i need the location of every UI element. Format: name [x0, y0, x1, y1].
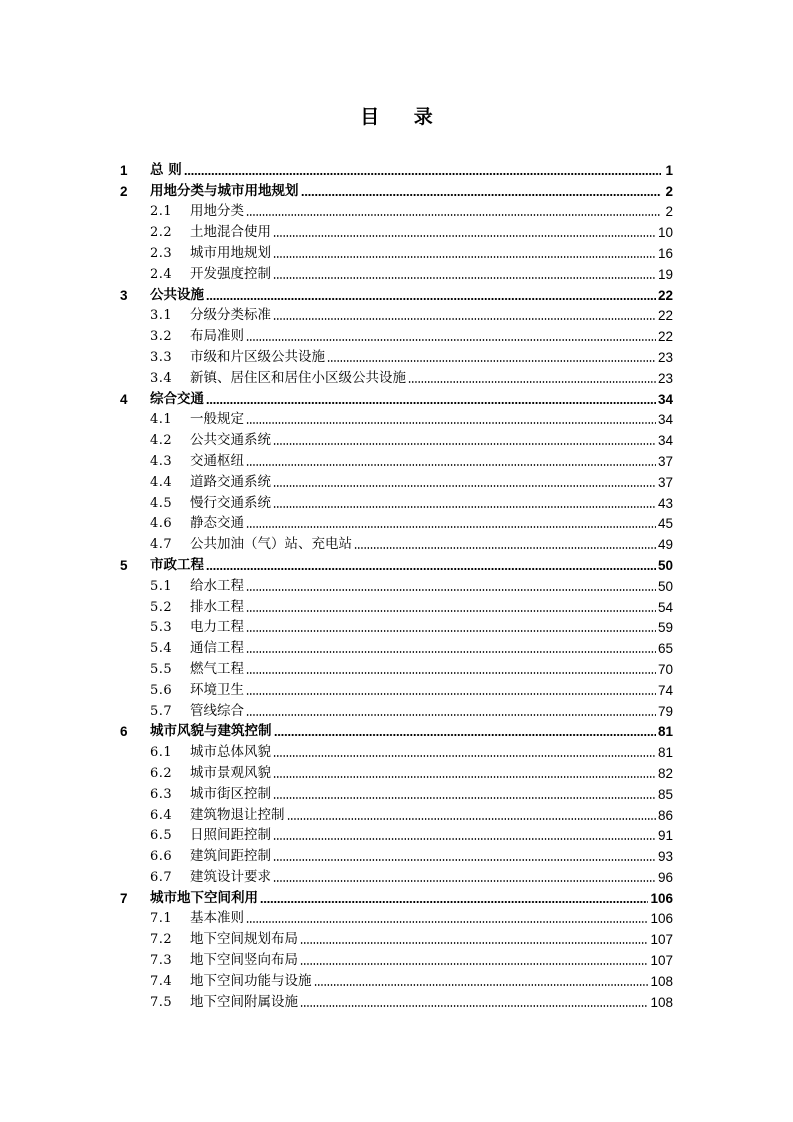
toc-entry-page: 70 — [657, 661, 673, 677]
toc-leader-dots — [246, 630, 656, 632]
toc-leader-dots — [206, 402, 656, 404]
toc-entry-label: 燃气工程 — [190, 660, 244, 677]
toc-entry-page: 96 — [657, 869, 673, 885]
toc-entry-number: 6.7 — [150, 869, 173, 885]
toc-entry-label: 排水工程 — [190, 598, 244, 615]
toc-entry-label: 城市风貌与建筑控制 — [150, 723, 272, 740]
toc-entry-page: 23 — [657, 370, 673, 386]
toc-leader-dots — [273, 776, 656, 778]
toc-entry-number: 5.1 — [150, 578, 173, 594]
toc-entry-number: 4.1 — [150, 412, 173, 428]
toc-entry-number: 7.3 — [150, 953, 173, 969]
toc-section-entry[interactable] — [118, 573, 673, 594]
toc-chapter-entry[interactable] — [118, 719, 673, 740]
toc-entry-page: 50 — [657, 578, 673, 594]
toc-section-entry[interactable] — [118, 219, 673, 240]
toc-entry-page: 86 — [657, 807, 673, 823]
toc-entry-number: 5.7 — [150, 703, 173, 719]
toc-leader-dots — [274, 734, 656, 736]
toc-entry-page: 79 — [657, 703, 673, 719]
toc-section-entry[interactable] — [118, 427, 673, 448]
toc-entry-page: 107 — [650, 932, 673, 948]
toc-entry-number: 4.3 — [150, 453, 173, 469]
toc-entry-page: 34 — [657, 433, 673, 449]
toc-entry-label: 一般规定 — [190, 411, 244, 428]
toc-chapter-entry[interactable] — [118, 178, 673, 199]
toc-section-entry[interactable] — [118, 677, 673, 698]
toc-chapter-entry[interactable] — [118, 157, 673, 178]
toc-entry-page: 85 — [657, 786, 673, 802]
toc-chapter-entry[interactable] — [118, 552, 673, 573]
toc-leader-dots — [273, 318, 656, 320]
toc-entry-page: 54 — [657, 599, 673, 615]
toc-leader-dots — [354, 547, 656, 549]
toc-entry-page: 49 — [657, 537, 673, 553]
toc-entry-label: 给水工程 — [190, 577, 244, 594]
toc-section-entry[interactable] — [118, 989, 673, 1010]
toc-entry-number: 7.1 — [150, 911, 173, 927]
toc-section-entry[interactable] — [118, 323, 673, 344]
toc-entry-number: 3.1 — [150, 308, 173, 324]
toc-entry-label: 分级分类标准 — [190, 307, 271, 324]
toc-entry-label: 公共加油（气）站、充电站 — [190, 536, 352, 553]
toc-entry-label: 新镇、居住区和居住小区级公共设施 — [190, 369, 406, 386]
toc-leader-dots — [301, 194, 662, 196]
toc-section-entry[interactable] — [118, 490, 673, 511]
toc-entry-page: 91 — [657, 828, 673, 844]
toc-entry-number: 5.5 — [150, 661, 173, 677]
toc-entry-page: 106 — [650, 890, 673, 906]
toc-leader-dots — [246, 672, 656, 674]
toc-leader-dots — [246, 422, 656, 424]
toc-entry-page: 37 — [657, 453, 673, 469]
toc-entry-label: 地下空间竖向布局 — [190, 952, 298, 969]
toc-entry-page: 50 — [657, 557, 673, 573]
toc-section-entry[interactable] — [118, 760, 673, 781]
toc-entry-page: 22 — [657, 287, 673, 303]
toc-entry-label: 总 则 — [150, 161, 182, 178]
toc-entry-label: 用地分类与城市用地规划 — [150, 182, 299, 199]
toc-entry-number: 2.2 — [150, 225, 173, 241]
toc-section-entry[interactable] — [118, 968, 673, 989]
toc-entry-number: 4.7 — [150, 537, 173, 553]
toc-section-entry[interactable] — [118, 407, 673, 428]
toc-entry-label: 城市用地规划 — [190, 244, 271, 261]
toc-entry-label: 城市地下空间利用 — [150, 889, 258, 906]
toc-entry-page: 37 — [657, 474, 673, 490]
toc-entry-number: 5.6 — [150, 682, 173, 698]
toc-leader-dots — [246, 714, 656, 716]
toc-entry-page: 16 — [657, 245, 673, 261]
toc-entry-page: 74 — [657, 682, 673, 698]
toc-section-entry[interactable] — [118, 199, 673, 220]
toc-leader-dots — [206, 298, 656, 300]
toc-entry-label: 建筑物退让控制 — [190, 806, 285, 823]
toc-entry-label: 市级和片区级公共设施 — [190, 348, 325, 365]
table-of-contents — [118, 157, 673, 1010]
toc-entry-number: 5.4 — [150, 641, 173, 657]
toc-entry-label: 日照间距控制 — [190, 827, 271, 844]
toc-entry-label: 环境卫生 — [190, 681, 244, 698]
toc-entry-page: 2 — [665, 183, 673, 199]
toc-section-entry[interactable] — [118, 344, 673, 365]
toc-leader-dots — [273, 256, 656, 258]
toc-entry-number: 3 — [120, 287, 128, 303]
toc-entry-number: 6.5 — [150, 828, 173, 844]
toc-leader-dots — [314, 984, 649, 986]
toc-entry-page: 19 — [657, 266, 673, 282]
toc-leader-dots — [273, 235, 656, 237]
toc-section-entry[interactable] — [118, 906, 673, 927]
toc-leader-dots — [273, 443, 656, 445]
toc-entry-number: 6.2 — [150, 765, 173, 781]
toc-entry-page: 45 — [657, 516, 673, 532]
toc-section-entry[interactable] — [118, 615, 673, 636]
toc-entry-number: 7.2 — [150, 932, 173, 948]
toc-entry-number: 6.6 — [150, 849, 173, 865]
toc-entry-page: 108 — [650, 973, 673, 989]
toc-leader-dots — [300, 963, 648, 965]
toc-entry-number: 7.4 — [150, 973, 173, 989]
toc-entry-number: 5 — [120, 557, 128, 573]
toc-entry-number: 4.2 — [150, 433, 173, 449]
toc-entry-number: 3.2 — [150, 329, 173, 345]
toc-section-entry[interactable] — [118, 947, 673, 968]
toc-entry-label: 城市景观风貌 — [190, 764, 271, 781]
toc-entry-number: 4.5 — [150, 495, 173, 511]
toc-entry-page: 1 — [665, 162, 673, 178]
toc-section-entry[interactable] — [118, 739, 673, 760]
toc-entry-number: 4.6 — [150, 516, 173, 532]
toc-entry-label: 通信工程 — [190, 640, 244, 657]
toc-leader-dots — [246, 589, 656, 591]
toc-entry-number: 6.1 — [150, 745, 173, 761]
toc-entry-label: 地下空间规划布局 — [190, 931, 298, 948]
toc-entry-page: 107 — [650, 953, 673, 969]
toc-entry-number: 4 — [120, 391, 128, 407]
toc-entry-page: 81 — [657, 745, 673, 761]
toc-entry-page: 10 — [657, 225, 673, 241]
toc-leader-dots — [246, 693, 656, 695]
toc-leader-dots — [184, 173, 661, 175]
toc-entry-label: 建筑设计要求 — [190, 868, 271, 885]
toc-entry-label: 地下空间附属设施 — [190, 993, 298, 1010]
toc-leader-dots — [246, 651, 656, 653]
toc-entry-label: 市政工程 — [150, 556, 204, 573]
toc-leader-dots — [206, 568, 656, 570]
toc-section-entry[interactable] — [118, 365, 673, 386]
toc-entry-label: 地下空间功能与设施 — [190, 972, 312, 989]
toc-leader-dots — [300, 1005, 648, 1007]
toc-entry-label: 城市街区控制 — [190, 785, 271, 802]
toc-leader-dots — [327, 360, 656, 362]
toc-entry-number: 2.1 — [150, 204, 173, 220]
toc-section-entry[interactable] — [118, 843, 673, 864]
toc-entry-number: 2.3 — [150, 245, 173, 261]
toc-entry-number: 4.4 — [150, 474, 173, 490]
toc-leader-dots — [273, 859, 656, 861]
toc-chapter-entry[interactable] — [118, 885, 673, 906]
toc-chapter-entry[interactable] — [118, 386, 673, 407]
toc-section-entry[interactable] — [118, 469, 673, 490]
toc-entry-label: 公共设施 — [150, 286, 204, 303]
toc-leader-dots — [273, 755, 656, 757]
toc-section-entry[interactable] — [118, 864, 673, 885]
toc-chapter-entry[interactable] — [118, 282, 673, 303]
toc-entry-label: 慢行交通系统 — [190, 494, 271, 511]
toc-section-entry[interactable] — [118, 594, 673, 615]
toc-entry-page: 43 — [657, 495, 673, 511]
toc-entry-label: 开发强度控制 — [190, 265, 271, 282]
toc-entry-number: 6.4 — [150, 807, 173, 823]
toc-section-entry[interactable] — [118, 531, 673, 552]
toc-entry-number: 3.3 — [150, 349, 173, 365]
toc-entry-page: 93 — [657, 849, 673, 865]
toc-leader-dots — [246, 214, 661, 216]
toc-leader-dots — [273, 277, 656, 279]
toc-section-entry[interactable] — [118, 698, 673, 719]
toc-title: 目 录 — [360, 106, 447, 128]
toc-leader-dots — [260, 901, 648, 903]
toc-leader-dots — [273, 506, 656, 508]
toc-entry-page: 65 — [657, 641, 673, 657]
toc-leader-dots — [246, 921, 648, 923]
toc-entry-page: 22 — [657, 329, 673, 345]
toc-section-entry[interactable] — [118, 511, 673, 532]
toc-leader-dots — [408, 381, 656, 383]
toc-entry-label: 建筑间距控制 — [190, 848, 271, 865]
toc-entry-label: 综合交通 — [150, 390, 204, 407]
toc-entry-number: 2 — [120, 183, 128, 199]
toc-leader-dots — [300, 942, 648, 944]
toc-entry-label: 管线综合 — [190, 702, 244, 719]
toc-entry-number: 7 — [120, 890, 128, 906]
toc-entry-label: 静态交通 — [190, 515, 244, 532]
toc-entry-label: 电力工程 — [190, 619, 244, 636]
toc-leader-dots — [273, 838, 656, 840]
toc-section-entry[interactable] — [118, 635, 673, 656]
toc-entry-label: 布局准则 — [190, 328, 244, 345]
toc-section-entry[interactable] — [118, 240, 673, 261]
toc-section-entry[interactable] — [118, 926, 673, 947]
toc-entry-page: 34 — [657, 391, 673, 407]
toc-entry-number: 3.4 — [150, 370, 173, 386]
toc-section-entry[interactable] — [118, 303, 673, 324]
toc-leader-dots — [287, 818, 656, 820]
toc-entry-number: 7.5 — [150, 994, 173, 1010]
toc-leader-dots — [246, 526, 656, 528]
toc-section-entry[interactable] — [118, 448, 673, 469]
toc-entry-label: 城市总体风貌 — [190, 744, 271, 761]
toc-leader-dots — [273, 797, 656, 799]
toc-entry-page: 34 — [657, 412, 673, 428]
toc-entry-number: 5.2 — [150, 599, 173, 615]
toc-entry-page: 81 — [657, 724, 673, 740]
toc-leader-dots — [246, 610, 656, 612]
toc-section-entry[interactable] — [118, 823, 673, 844]
toc-entry-page: 59 — [657, 620, 673, 636]
toc-entry-number: 6.3 — [150, 786, 173, 802]
toc-entry-label: 用地分类 — [190, 203, 244, 220]
toc-entry-label: 基本准则 — [190, 910, 244, 927]
toc-entry-page: 22 — [657, 308, 673, 324]
toc-entry-number: 2.4 — [150, 266, 173, 282]
toc-entry-page: 23 — [657, 349, 673, 365]
toc-leader-dots — [273, 880, 656, 882]
toc-entry-number: 6 — [120, 724, 128, 740]
toc-entry-label: 公共交通系统 — [190, 432, 271, 449]
toc-entry-number: 1 — [120, 162, 128, 178]
toc-leader-dots — [273, 485, 656, 487]
toc-section-entry[interactable] — [118, 261, 673, 282]
toc-entry-page: 108 — [650, 994, 673, 1010]
toc-entry-page: 82 — [657, 765, 673, 781]
toc-leader-dots — [246, 339, 656, 341]
toc-entry-label: 交通枢纽 — [190, 452, 244, 469]
toc-section-entry[interactable] — [118, 802, 673, 823]
toc-entry-page: 106 — [650, 911, 673, 927]
toc-section-entry[interactable] — [118, 656, 673, 677]
toc-entry-label: 土地混合使用 — [190, 224, 271, 241]
toc-entry-number: 5.3 — [150, 620, 173, 636]
toc-entry-page: 2 — [665, 204, 673, 220]
toc-leader-dots — [246, 464, 656, 466]
toc-entry-label: 道路交通系统 — [190, 473, 271, 490]
toc-section-entry[interactable] — [118, 781, 673, 802]
